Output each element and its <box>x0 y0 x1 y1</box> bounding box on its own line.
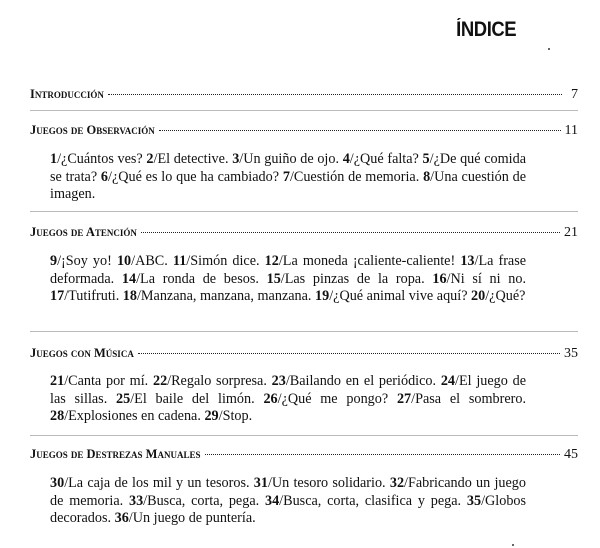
game-title: /¿Qué falta? <box>349 151 419 167</box>
game-number: 14 <box>121 270 137 287</box>
game-item[interactable] <box>254 475 386 491</box>
game-number: 10 <box>116 253 132 269</box>
game-item[interactable] <box>272 373 436 389</box>
toc-entry-label: Juegos con Música <box>30 346 134 360</box>
game-title: /Cuestión de memoria. <box>289 168 420 185</box>
toc-entry-label: Juegos de Destrezas Manuales <box>30 447 201 461</box>
game-number: 12 <box>264 253 279 269</box>
toc-entry-label: Juegos de Atención <box>30 225 137 239</box>
toc-page-number: 21 <box>564 225 578 240</box>
game-item[interactable] <box>50 475 250 491</box>
game-number: 6 <box>100 168 109 185</box>
game-number: 2 <box>146 151 154 167</box>
game-number: 19 <box>315 288 330 304</box>
game-item[interactable] <box>283 169 419 185</box>
game-number: 22 <box>152 373 168 389</box>
game-item[interactable] <box>50 408 201 424</box>
game-number: 23 <box>271 373 286 389</box>
game-title: /Una cuestión de imagen. <box>50 168 527 202</box>
game-item[interactable] <box>432 271 526 287</box>
game-number: 3 <box>232 151 240 167</box>
game-number: 36 <box>114 510 129 526</box>
game-number: 9 <box>50 253 58 269</box>
toc-entry-destrezas-manuales[interactable] <box>30 447 578 463</box>
game-item[interactable] <box>232 151 339 167</box>
game-item[interactable] <box>129 493 259 509</box>
toc-entry-label: Juegos de Observación <box>30 123 155 137</box>
game-item[interactable] <box>116 391 255 407</box>
game-item[interactable] <box>115 510 256 526</box>
game-number: 20 <box>471 288 486 304</box>
toc-entry-atencion[interactable] <box>30 225 578 241</box>
game-number: 5 <box>422 151 430 167</box>
game-list-musica <box>50 373 526 426</box>
toc-page-number: 11 <box>564 123 578 138</box>
game-number: 28 <box>50 408 65 424</box>
toc-entry-introduccion[interactable] <box>30 87 578 103</box>
game-item[interactable] <box>315 288 467 304</box>
dot-leader <box>108 94 562 95</box>
game-item[interactable] <box>267 271 425 287</box>
game-title: /Fabricando un juego de memoria. <box>50 475 526 509</box>
game-title: /La ronda de besos. <box>136 270 259 287</box>
game-title: /ABC. <box>131 253 168 269</box>
game-title: /Manzana, manzana, manzana. <box>136 288 312 304</box>
game-item[interactable] <box>263 391 388 407</box>
toc-page-number: 35 <box>564 346 578 361</box>
game-title: /Stop. <box>218 408 253 424</box>
game-item[interactable] <box>50 151 143 167</box>
game-item[interactable] <box>50 373 148 389</box>
game-number: 11 <box>172 253 187 269</box>
game-title: /Ni sí ni no. <box>446 270 526 287</box>
toc-entry-observacion[interactable] <box>30 123 578 139</box>
toc-entry-label: Introducción <box>30 87 104 101</box>
dot-leader <box>205 454 561 455</box>
divider <box>30 435 578 436</box>
game-list-destrezas-manuales <box>50 475 526 528</box>
game-title: /Bailando en el periódico. <box>285 373 437 389</box>
game-number: 24 <box>440 373 455 389</box>
game-number: 30 <box>50 475 65 491</box>
game-item[interactable] <box>204 408 252 424</box>
game-number: 15 <box>266 270 281 287</box>
game-item[interactable] <box>50 288 119 304</box>
game-title: /El juego de las sillas. <box>50 373 526 407</box>
game-number: 1 <box>50 151 58 167</box>
game-title: /Canta por mí. <box>64 373 149 389</box>
divider <box>30 331 578 332</box>
game-title: /La frase deformada. <box>50 253 527 287</box>
game-title: /¿Qué? <box>485 288 526 304</box>
page-title: ÍNDICE <box>455 18 516 41</box>
game-title: /¿Cuántos ves? <box>57 151 143 167</box>
game-title: /¿Qué me pongo? <box>277 390 389 407</box>
dot-leader <box>159 130 561 131</box>
scan-speck <box>512 544 514 546</box>
game-title: /Las pinzas de la ropa. <box>280 270 425 287</box>
divider <box>30 110 578 111</box>
game-title: /¿Qué animal vive aquí? <box>329 288 468 304</box>
game-title: /¿Qué es lo que ha cambiado? <box>108 168 280 185</box>
game-number: 4 <box>342 151 350 167</box>
game-number: 8 <box>423 168 431 185</box>
game-title: /La moneda ¡caliente-caliente! <box>278 253 456 269</box>
game-number: 26 <box>263 390 278 407</box>
game-number: 7 <box>282 168 290 185</box>
game-item[interactable] <box>397 391 526 407</box>
game-title: /Un tesoro solidario. <box>267 475 386 491</box>
game-title: /Simón dice. <box>186 253 260 269</box>
game-title: /El detective. <box>153 151 229 167</box>
game-number: 31 <box>253 475 268 491</box>
toc-page-number: 7 <box>571 87 578 102</box>
divider <box>30 211 578 212</box>
game-title: /¿De qué comida se trata? <box>50 151 527 185</box>
game-item[interactable] <box>153 373 267 389</box>
game-item[interactable] <box>123 288 312 304</box>
game-title: /Tutifruti. <box>64 288 120 304</box>
toc-page-number: 45 <box>564 447 578 462</box>
game-number: 13 <box>460 253 475 269</box>
game-title: /¡Soy yo! <box>57 253 112 269</box>
game-title: /Busca, corta, clasifica y pega. <box>279 492 462 509</box>
game-list-observacion <box>50 151 526 204</box>
game-number: 35 <box>466 492 482 509</box>
game-item[interactable] <box>122 271 259 287</box>
game-item[interactable] <box>50 253 112 269</box>
game-number: 34 <box>264 492 280 509</box>
game-title: /Busca, corta, pega. <box>143 492 260 509</box>
game-number: 27 <box>396 390 412 407</box>
game-item[interactable] <box>146 151 228 167</box>
dot-leader <box>138 353 560 354</box>
game-title: /El baile del limón. <box>130 390 255 407</box>
game-item[interactable] <box>173 253 260 269</box>
game-item[interactable] <box>343 151 419 167</box>
game-number: 16 <box>432 270 447 287</box>
game-number: 29 <box>204 408 219 424</box>
game-number: 21 <box>50 373 65 389</box>
game-title: /Regalo sorpresa. <box>167 373 267 389</box>
game-list-atencion <box>50 253 526 306</box>
game-title: /Explosiones en cadena. <box>64 408 201 424</box>
game-number: 17 <box>50 288 65 304</box>
game-title: /Pasa el sombrero. <box>411 390 526 407</box>
game-item[interactable] <box>265 253 456 269</box>
scan-speck <box>548 48 550 50</box>
game-title: /Un juego de puntería. <box>128 510 256 526</box>
game-item[interactable] <box>101 169 279 185</box>
game-item[interactable] <box>471 288 525 304</box>
game-item[interactable] <box>265 493 461 509</box>
game-number: 25 <box>116 390 131 407</box>
game-number: 33 <box>128 492 144 509</box>
game-item[interactable] <box>117 253 168 269</box>
dot-leader <box>141 232 560 233</box>
game-number: 32 <box>389 475 405 491</box>
game-number: 18 <box>122 288 137 304</box>
game-title: /La caja de los mil y un tesoros. <box>64 475 250 491</box>
game-title: /Un guiño de ojo. <box>239 151 339 167</box>
toc-entry-musica[interactable] <box>30 346 578 362</box>
game-title: /Globos decorados. <box>50 492 527 526</box>
